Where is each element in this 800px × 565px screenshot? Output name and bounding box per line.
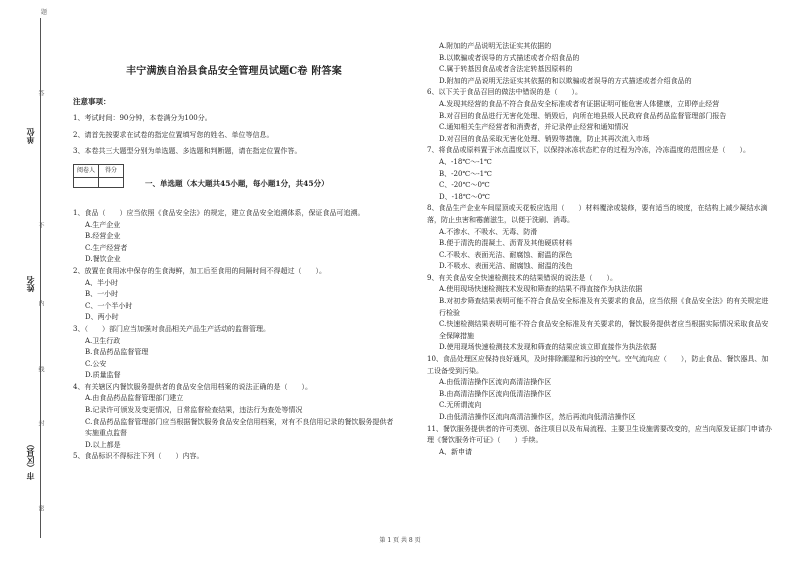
question-option[interactable]: D、两小时 — [85, 313, 119, 322]
question-option[interactable]: C.通知相关生产经营者和消费者，并记录停止经营和通知情况 — [439, 123, 629, 132]
question-option[interactable]: D.以上都是 — [85, 440, 121, 449]
question-option[interactable]: A、新申请 — [439, 447, 473, 456]
notice-heading: 注意事项： — [73, 96, 111, 106]
question-option[interactable]: A.不渗水、不吸水、无毒、防滑 — [439, 227, 538, 236]
question-stem: 6、以下关于食品召回的做法中错误的是（ ）。 — [427, 88, 582, 97]
binding-label-name: 姓名 — [25, 276, 35, 292]
question-option[interactable]: A.卫生行政 — [85, 336, 121, 345]
left-column — [73, 64, 395, 463]
question-option[interactable]: D.不吸水、表面光洁、耐腐蚀、耐温的浅色 — [439, 262, 573, 271]
binding-cut-text: 密 — [37, 505, 44, 511]
question-option[interactable]: D.餐饮企业 — [85, 255, 121, 264]
question-option[interactable]: B.经营企业 — [85, 232, 121, 241]
question-stem: 1、食品（ ）应当依照《食品安全法》的规定，建立食品安全追溯体系，保证食品可追溯。 — [73, 208, 365, 217]
question-option[interactable]: A.由低清洁操作区流向高清洁操作区 — [439, 378, 552, 387]
score-header-grader: 阅卷人 — [74, 164, 99, 177]
page-title: 丰宁满族自治县食品安全管理员试题C卷 附答案 — [126, 66, 342, 77]
question-option: C.属于转基因食品或者含法定转基因原料的 — [439, 65, 573, 74]
question-option[interactable]: B.食品药品监督管理 — [85, 348, 149, 357]
question-option[interactable]: A.生产企业 — [85, 220, 121, 229]
question-option[interactable]: D.质量监督 — [85, 371, 121, 380]
question-option: A.附加的产品说明无法证实其依据的 — [439, 42, 552, 50]
question-option[interactable]: D.使用现场快速检测技术发现和筛查的结果应该立即直接作为执法依据 — [439, 343, 657, 352]
question-stem: 11、餐饮服务提供者的许可类别、备注项目以及布局流程、主要卫生设施需要改变的，应当向原发证部门申请办理《餐饮服务许可证》（ ）手续。 — [427, 424, 772, 445]
right-column — [427, 41, 772, 458]
notice-item: 3、本卷共三大题型分别为单选题、多选题和判断题，请在指定位置作答。 — [73, 147, 302, 156]
question-option[interactable]: C.无所谓流向 — [439, 401, 482, 410]
question-option[interactable]: D.对召回的食品采取无害化处理、销毁等措施，防止其再次流入市场 — [439, 134, 650, 143]
binding-label-unit: 单位 — [25, 128, 35, 144]
question-option[interactable]: C、一个半小时 — [85, 301, 133, 310]
question-option[interactable]: A、-18℃～-1℃ — [439, 157, 492, 166]
score-header-score: 得分 — [99, 164, 124, 177]
question-stem: 3、（ ）部门应当加强对食品相关产品生产活动的监督管理。 — [73, 324, 270, 333]
notice-item: 2、请首先按要求在试卷的指定位置填写您的姓名、单位等信息。 — [73, 130, 274, 139]
question-option[interactable]: A、半小时 — [85, 278, 119, 287]
question-stem: 7、将食品或原料置于冰点温度以下，以保持冰冻状态贮存的过程为冷冻，冷冻温度的范围应是（ ）。 — [427, 146, 750, 155]
binding-line — [40, 18, 41, 538]
question-option[interactable]: A.使用现场快速检测技术发现和筛查的结果不得直接作为执法依据 — [439, 285, 643, 294]
question-list-left — [73, 208, 395, 463]
question-stem: 9、有关食品安全快速检测技术的结果错误的说法是（ ）。 — [427, 273, 617, 282]
question-option[interactable]: C.生产经营者 — [85, 243, 128, 252]
question-option[interactable]: C.食品药品监督管理部门应当根据餐饮服务食品安全信用档案，对有不良信用记录的餐饮服务提供者实施重点监督 — [85, 417, 394, 438]
question-option[interactable]: C.公安 — [85, 359, 107, 368]
binding-cut-text: 不 — [37, 222, 44, 228]
question-option[interactable]: B、一小时 — [85, 290, 119, 299]
binding-cut-text: 答 — [37, 90, 44, 96]
question-stem: 2、放置在食用冰中保存的生食海鲜，加工后至食用的间隔时间不得超过（ ）。 — [73, 266, 326, 275]
notice-item: 1、考试时间：90分钟，本卷满分为100分。 — [73, 114, 212, 123]
question-option[interactable]: B.由高清洁操作区流向低清洁操作区 — [439, 389, 552, 398]
question-option[interactable]: D、-18℃～0℃ — [439, 192, 490, 201]
page-footer: 第 1 页 共 8 页 — [379, 537, 421, 544]
score-cell-score[interactable] — [99, 177, 124, 187]
question-option[interactable]: C.不吸水、表面光洁、耐腐蚀、耐温的深色 — [439, 250, 573, 259]
question-stem: 4、有关辖区内餐饮服务提供者的食品安全信用档案的说法正确的是（ ）。 — [73, 382, 312, 391]
binding-margin — [0, 0, 60, 565]
binding-label-district: 市（区县） — [25, 440, 35, 480]
question-stem: 10、食品处理区应保持良好通风，及时排除潮湿和污浊的空气。空气流向应（ ），防止食品、餐饮器具、加工设备受到污染。 — [427, 355, 769, 375]
question-stem: 5、食品标识不得标注下列（ ）内容。 — [73, 452, 204, 461]
question-option[interactable]: D.由低清洁操作区流向高清洁操作区，然后再流向低清洁操作区 — [439, 413, 636, 421]
question-list-right — [427, 87, 772, 458]
question-option[interactable]: A.发现其经营的食品不符合食品安全标准或者有证据证明可能危害人体健康，立即停止经营 — [439, 99, 720, 108]
continued-options — [427, 41, 772, 87]
question-option[interactable]: B.对初步筛查结果表明可能不符合食品安全标准及有关要求的食品，应当依照《食品安全法》的有关规定进行检验 — [439, 297, 769, 317]
binding-cut-text: 题 — [41, 9, 48, 16]
question-option[interactable]: B.对召回的食品进行无害化处理、销毁后，向所在地县级人民政府食品药品监督管理部门报告 — [439, 111, 727, 120]
score-area — [73, 164, 395, 200]
score-cell-grader[interactable] — [74, 177, 99, 187]
question-option[interactable]: B.记录许可颁发及变更情况，日常监督检查结果，违法行为查处等情况 — [85, 406, 303, 415]
question-option[interactable]: C、-20℃～0℃ — [439, 181, 490, 190]
section-title: 一、单选题（本大题共45小题，每小题1分，共45分） — [145, 178, 329, 188]
question-option[interactable]: B.便于清洗的混凝土、沥青及其他硬质材料 — [439, 239, 573, 248]
binding-cut-text: 内 — [37, 300, 44, 306]
question-option: B.以欺骗或者误导的方式描述或者介绍食品的 — [439, 53, 580, 62]
question-option[interactable]: C.快速检测结果表明可能不符合食品安全标准及有关要求的，餐饮服务提供者应当根据实际情况采取食品安全保障措施 — [439, 320, 769, 340]
question-option[interactable]: A.由食品药品监督管理部门建立 — [85, 394, 184, 403]
question-option[interactable]: B、-20℃～-1℃ — [439, 169, 492, 178]
question-stem: 8、食品生产企业车间屋顶或天花板应选用（ ）材料覆涂或装修，要有适当的坡度，在结构上减少凝结水滴落，防止虫害和霉菌滋生，以便于洗刷、消毒。 — [427, 204, 768, 224]
binding-cut-text: 线 — [37, 366, 44, 372]
score-table — [73, 164, 124, 188]
binding-cut-text: 封 — [37, 420, 44, 426]
question-option: D.附加的产品说明无法证实其依据的和以欺骗或者误导的方式描述或者介绍食品的 — [439, 76, 692, 85]
